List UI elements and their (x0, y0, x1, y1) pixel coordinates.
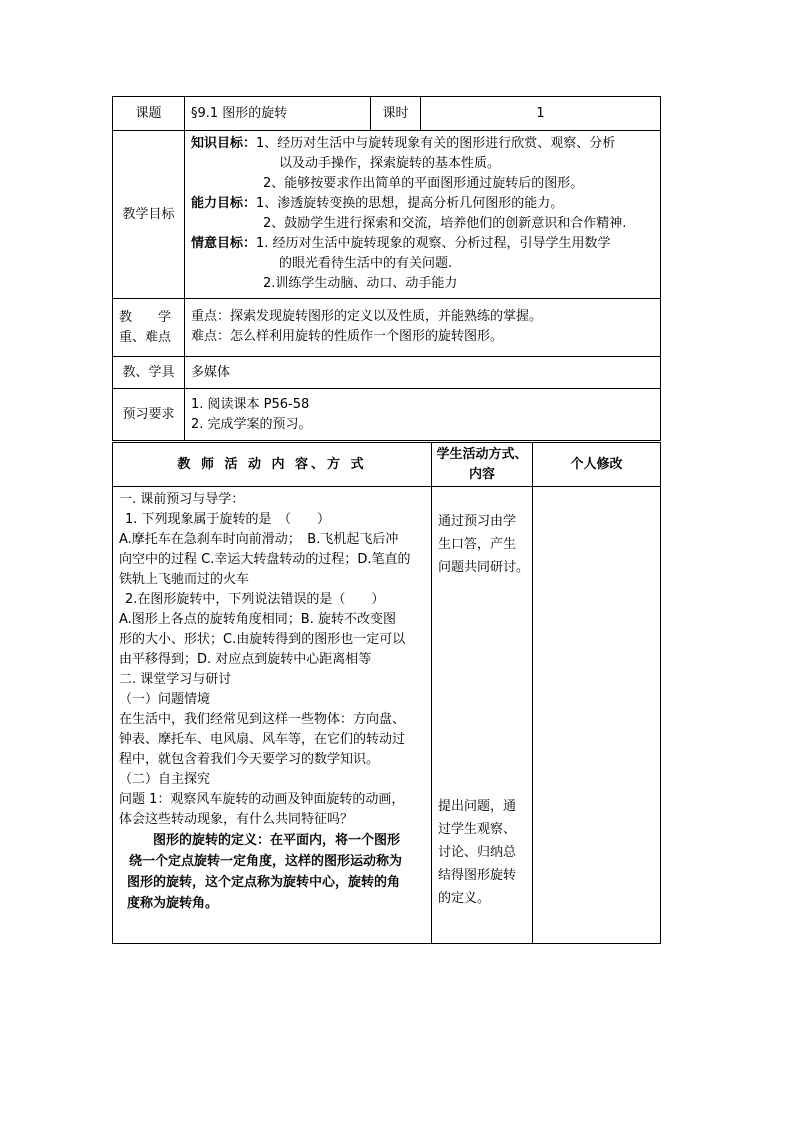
topic-label: 课题 (113, 97, 185, 131)
knowledge-goal-1: 1、经历对生活中与旋转现象有关的图形进行欣赏、观察、分析 (256, 136, 616, 151)
knowledge-goal-label: 知识目标： (191, 136, 257, 151)
keypoints-label-2: 重、难点 (119, 329, 172, 345)
emotion-goal-label: 情意目标： (191, 236, 257, 251)
student-activity-content (432, 487, 533, 944)
topic-row (113, 97, 661, 131)
section-1-title: 一. 课前预习与导学： (119, 492, 245, 507)
knowledge-goal-1b: 以及动手操作，探索旋转的基本性质。 (279, 156, 501, 171)
definition-line-4: 度称为旋转角。 (127, 896, 219, 911)
preview-label: 预习要求 (113, 389, 185, 441)
student-activity-2-line-1: 提出问题，通 (438, 799, 517, 814)
question-2-line-1: A.图形上各点的旋转角度相同；B. 旋转不改变图 (119, 612, 396, 627)
section-2-1-title: （一）问题情境 (119, 692, 211, 707)
emotion-goal-1: 1. 经历对生活中旋转现象的观察、分析过程，引导学生用数学 (256, 236, 611, 251)
preview-content (185, 389, 661, 441)
question-2-line-3: 由平移得到；D. 对应点到旋转中心距离相等 (119, 652, 372, 667)
definition-line-1: 图形的旋转的定义：在平面内，将一个图形 (153, 833, 401, 848)
emotion-goal-1b: 的眼光看待生活中的有关问题. (279, 256, 453, 271)
section-2-title: 二. 课堂学习与研讨 (119, 672, 232, 687)
question-1: 1. 下列现象属于旋转的是 （ ） (125, 512, 331, 527)
keypoints-label (113, 299, 185, 357)
student-activity-2-line-4: 结得图形旋转 (438, 868, 517, 883)
question-2-line-2: 形的大小、形状；C.由旋转得到的图形也一定可以 (119, 632, 406, 647)
student-activity-2-line-5: 的定义。 (438, 891, 491, 906)
student-activity-1-line-3: 问题共同研讨。 (438, 560, 530, 575)
question-1-line-3: 铁轨上飞驰而过的火车 (119, 572, 250, 587)
paragraph-2-line-1: 问题 1：观察风车旋转的动画及钟面旋转的动画， (119, 792, 405, 807)
activity-table (112, 442, 661, 944)
hours-label: 课时 (371, 97, 421, 131)
student-activity-1-line-1: 通过预习由学 (438, 514, 517, 529)
tools-label: 教、学具 (113, 357, 185, 389)
question-1-line-2: 向空中的过程 C.幸运大转盘转动的过程；D.笔直的 (119, 552, 411, 567)
paragraph-1-line-1: 在生活中，我们经常见到这样一些物体：方向盘、 (119, 712, 406, 727)
ability-goal-1: 1、渗透旋转变换的思想，提高分析几何图形的能力。 (256, 196, 564, 211)
student-activity-header-1: 学生活动方式、 (436, 446, 528, 462)
preview-item-1: 1. 阅读课本 P56-58 (191, 397, 310, 412)
student-activity-1-line-2: 生口答，产生 (438, 537, 517, 552)
preview-row (113, 389, 661, 441)
knowledge-goal-2: 2、能够按要求作出简单的平面图形通过旋转后的图形。 (263, 176, 584, 191)
keypoints-row (113, 299, 661, 357)
keypoints-label-1: 教 学 (119, 309, 172, 325)
question-1-line-1: A.摩托车在急刹车时向前滑动； B.飞机起飞后冲 (119, 532, 399, 547)
student-activity-2-line-3: 讨论、归纳总 (438, 845, 517, 860)
paragraph-1-line-2: 钟表、摩托车、电风扇、风车等，在它们的转动过 (119, 732, 406, 747)
preview-item-2: 2. 完成学案的预习。 (191, 417, 312, 432)
ability-goal-label: 能力目标： (191, 196, 257, 211)
keypoints-content (185, 299, 661, 357)
hours-value: 1 (421, 97, 661, 131)
paragraph-1-line-3: 程中，就包含着我们今天要学习的数学知识。 (119, 752, 380, 767)
section-2-2-title: （二）自主探究 (119, 772, 211, 787)
goals-row (113, 131, 661, 299)
emotion-goal-2: 2.训练学生动脑、动口、动手能力 (263, 276, 458, 291)
lesson-info-table (112, 96, 661, 441)
activity-header-row (113, 443, 661, 487)
ability-goal-2: 2、鼓励学生进行探索和交流，培养他们的创新意识和合作精神. (263, 216, 627, 231)
definition-line-3: 图形的旋转，这个定点称为旋转中心，旋转的角 (127, 875, 401, 890)
student-activity-header-2: 内容 (468, 466, 495, 482)
activity-content-row (113, 487, 661, 944)
difficult-point: 难点：怎么样利用旋转的性质作一个图形的旋转图形。 (191, 329, 504, 344)
paragraph-2-line-2: 体会这些转动现象，有什么共同特征吗？ (119, 812, 354, 827)
personal-edit-content (533, 487, 661, 944)
student-activity-header (432, 443, 533, 487)
question-2: 2.在图形旋转中，下列说法错误的是（ ） (125, 592, 385, 607)
topic-value: §9.1 图形的旋转 (185, 97, 371, 131)
student-activity-2-line-2: 过学生观察、 (438, 822, 517, 837)
tools-row (113, 357, 661, 389)
teacher-activity-content (113, 487, 432, 944)
personal-edit-header: 个人修改 (533, 443, 661, 487)
teacher-activity-header: 教 师 活 动 内 容、方 式 (113, 443, 432, 487)
goals-label: 教学目标 (113, 131, 185, 299)
goals-content (185, 131, 661, 299)
key-point: 重点：探索发现旋转图形的定义以及性质，并能熟练的掌握。 (191, 309, 543, 324)
definition-line-2: 绕一个定点旋转一定角度，这样的图形运动称为 (129, 854, 403, 869)
tools-value: 多媒体 (185, 357, 661, 389)
